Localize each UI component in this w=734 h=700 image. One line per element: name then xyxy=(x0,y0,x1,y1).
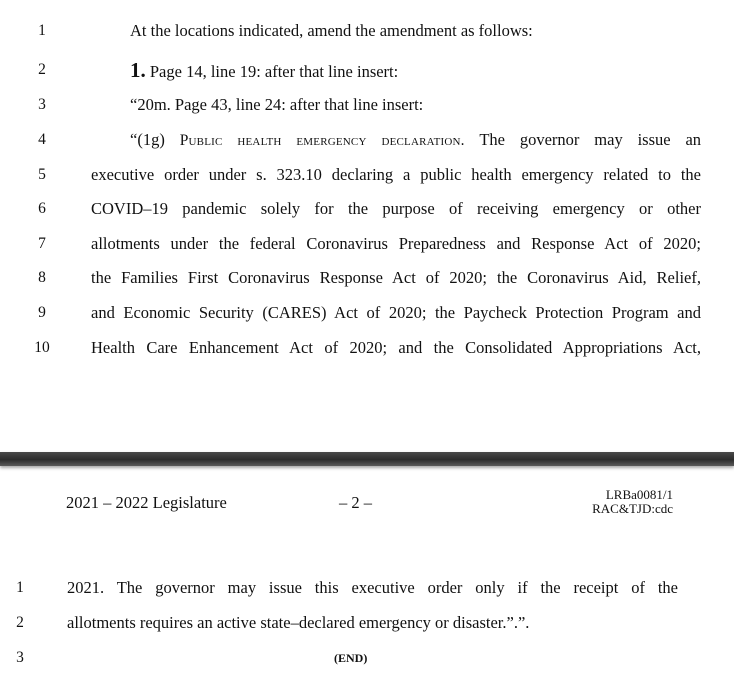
line-1 xyxy=(0,577,734,599)
line-number: 3 xyxy=(38,96,46,113)
legislature-header: 2021 – 2022 Legislature xyxy=(66,493,227,512)
line-text: 2021. The governor may issue this executive order only if the receipt of the xyxy=(67,578,678,597)
section-prefix: “(1g) xyxy=(130,130,165,149)
document-id: LRBa0081/1 xyxy=(605,487,673,502)
line-text: the Families First Coronavirus Response Act of 2020; the Coronavirus Aid, Relief, xyxy=(91,268,701,287)
line-number: 10 xyxy=(34,339,50,356)
line-text xyxy=(130,129,701,152)
line-6 xyxy=(0,198,734,220)
line-4 xyxy=(0,129,734,151)
line-9 xyxy=(0,302,734,324)
line-text: allotments requires an active state–declared emergency or disaster.”.”. xyxy=(67,613,530,632)
line-7 xyxy=(0,233,734,255)
line-5 xyxy=(0,164,734,186)
line-number: 1 xyxy=(16,579,24,596)
line-2 xyxy=(0,612,734,634)
line-number: 6 xyxy=(38,200,46,217)
line-number: 2 xyxy=(16,614,24,631)
line-text: allotments under the federal Coronavirus Preparedness and Response Act of 2020; xyxy=(91,234,701,253)
section-text: The governor may issue an xyxy=(479,130,702,149)
line-text: Health Care Enhancement Act of 2020; and the Consolidated Appropriations Act, xyxy=(91,338,701,357)
end-marker: (END) xyxy=(334,651,368,665)
line-10 xyxy=(0,337,734,359)
line-text: Page 14, line 19: after that line insert: xyxy=(149,62,399,81)
line-text: “20m. Page 43, line 24: after that line insert: xyxy=(130,95,424,114)
line-number: 8 xyxy=(38,269,46,286)
line-3 xyxy=(0,94,734,116)
page-number: – 2 – xyxy=(339,493,372,512)
amendment-instruction xyxy=(130,59,398,83)
page-break-divider xyxy=(0,452,734,466)
line-number: 5 xyxy=(38,166,46,183)
line-text: At the locations indicated, amend the amendment as follows: xyxy=(130,21,533,40)
amendment-number: 1. xyxy=(130,58,146,82)
line-text: and Economic Security (CARES) Act of 2020; the Paycheck Protection Program and xyxy=(91,303,701,322)
line-number: 1 xyxy=(38,22,46,39)
drafter-initials: RAC&TJD:cdc xyxy=(592,501,673,516)
line-1 xyxy=(0,20,734,42)
line-8 xyxy=(0,267,734,289)
line-number: 7 xyxy=(38,235,46,252)
document-id-block xyxy=(592,488,673,516)
document-page-2 xyxy=(0,466,734,700)
line-number: 4 xyxy=(38,131,46,148)
section-heading: Public health emergency declaration. xyxy=(179,132,465,149)
line-text: executive order under s. 323.10 declaring a public health emergency related to the xyxy=(91,165,701,184)
line-number: 9 xyxy=(38,304,46,321)
line-number: 3 xyxy=(16,649,24,666)
line-2 xyxy=(0,59,734,81)
line-text: COVID–19 pandemic solely for the purpose of receiving emergency or other xyxy=(91,199,701,218)
line-3 xyxy=(0,647,734,669)
line-number: 2 xyxy=(38,61,46,78)
